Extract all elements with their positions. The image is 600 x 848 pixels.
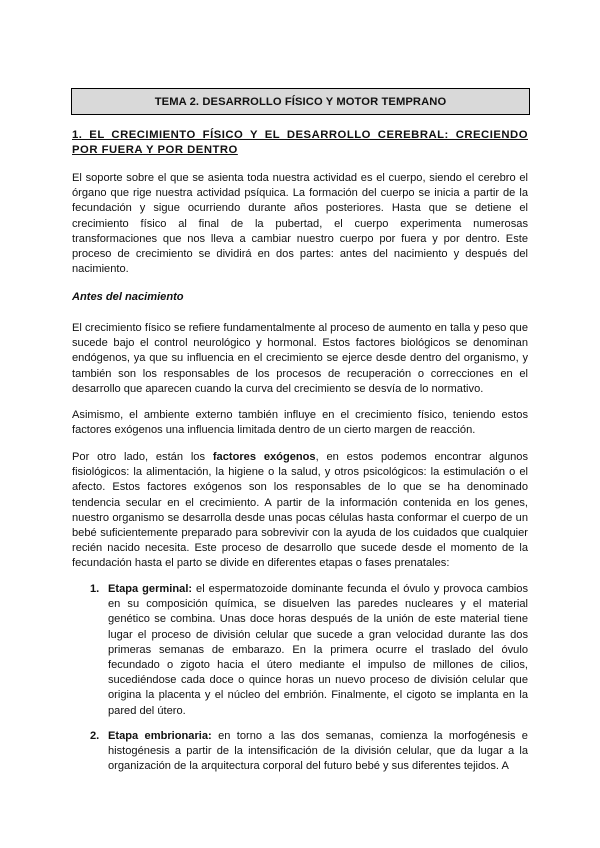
paragraph-4-start: Por otro lado, están los [72,451,213,463]
list-item [72,729,528,775]
stage-name: Etapa germinal: [108,583,193,595]
section-heading: 1. EL CRECIMIENTO FÍSICO Y EL DESARROLLO CEREBRAL: CRECIENDO POR FUERA Y POR DENTRO [72,129,528,156]
list-item [72,582,528,719]
prenatal-stages-list [72,582,528,719]
paragraph-crecimiento-fisico: El crecimiento físico se refiere fundamentalmente al proceso de aumento en talla y peso que sucede bajo el control neurológico y hormonal. Estos factores biológicos se denominan endógenos, ya que su influencia en el crecimiento se ejerce desde dentro del organismo, y también son los responsables de los procesos de recuperación o correcciones en el desarrollo que aparecen cuando la curva del crecimiento se desvía de lo normativo. [72,322,528,395]
document-title-box [71,88,530,115]
stage-text: el espermatozoide dominante fecunda el óvulo y provoca cambios en su composición química, se disuelven las paredes nucleares y el material genético se combina. Unas doce horas después de la unión de este material tiene lugar el proceso de división celular que sucede a gran velocidad durante las dos primeras semanas de embarazo. En la primera ocurre el traslado del óvulo fecundado o zigoto hacia el útero mediante el impulso de millones de cilios, sucediéndose cada doce o quince horas un nuevo proceso de división celular que origina la placenta y el núcleo del embrión. Finalmente, el cigoto se implanta en la pared del útero. [108,583,528,717]
document-title: TEMA 2. DESARROLLO FÍSICO Y MOTOR TEMPRANO [154,95,447,108]
stage-name: Etapa embrionaria: [108,730,212,742]
intro-paragraph: El soporte sobre el que se asienta toda nuestra actividad es el cuerpo, siendo el cerebro el órgano que rige nuestra actividad psíquica. La formación del cuerpo se inicia a partir de la fecundación y sigue ocurriendo durante años posteriores. Hasta que se detiene el crecimiento físico al final de la pubertad, el cuerpo experimenta numerosas transformaciones que nos lleva a cambiar nuestro cuerpo por fuera y por dentro. Este proceso de crecimiento se dividirá en dos partes: antes del nacimiento y después del nacimiento. [72,172,528,276]
subheading-antes-del-nacimiento: Antes del nacimiento [72,291,184,303]
paragraph-4-rest: , en estos podemos encontrar algunos fisiológicos: la alimentación, la higiene o la salud, y otros psicológicos: la estimulación o el afecto. Estos factores exógenos son los responsables de lo que se ha denominado tendencia secular en el crecimiento. A partir de la información contenida en los genes, nuestro organismo se desarrolla desde unas pocas células hasta conformar el cuerpo de un bebé suficientemente preparado para sobrevivir con la ayuda de los cuidados que cualquier recién nacido necesita. Este proceso de desarrollo que sucede desde el momento de la fecundación hasta el parto se divide en diferentes etapas o fases prenatales: [72,451,528,570]
stage-text: en torno a las dos semanas, comienza la morfogénesis e histogénesis a partir de la intensificación de la división celular, que da lugar a la organización de la arquitectura corporal del futuro bebé y sus diferentes tejidos. A [108,730,528,773]
factores-exogenos-term: factores exógenos [212,451,316,463]
list-item-number: 1. [90,583,100,595]
list-item-number: 2. [90,730,100,742]
paragraph-factores-exogenos [72,450,528,572]
paragraph-ambiente-externo: Asimismo, el ambiente externo también influye en el crecimiento físico, teniendo estos factores exógenos una influencia limitada dentro de un cierto margen de reacción. [72,409,528,437]
prenatal-stages-list-continued [72,729,528,775]
